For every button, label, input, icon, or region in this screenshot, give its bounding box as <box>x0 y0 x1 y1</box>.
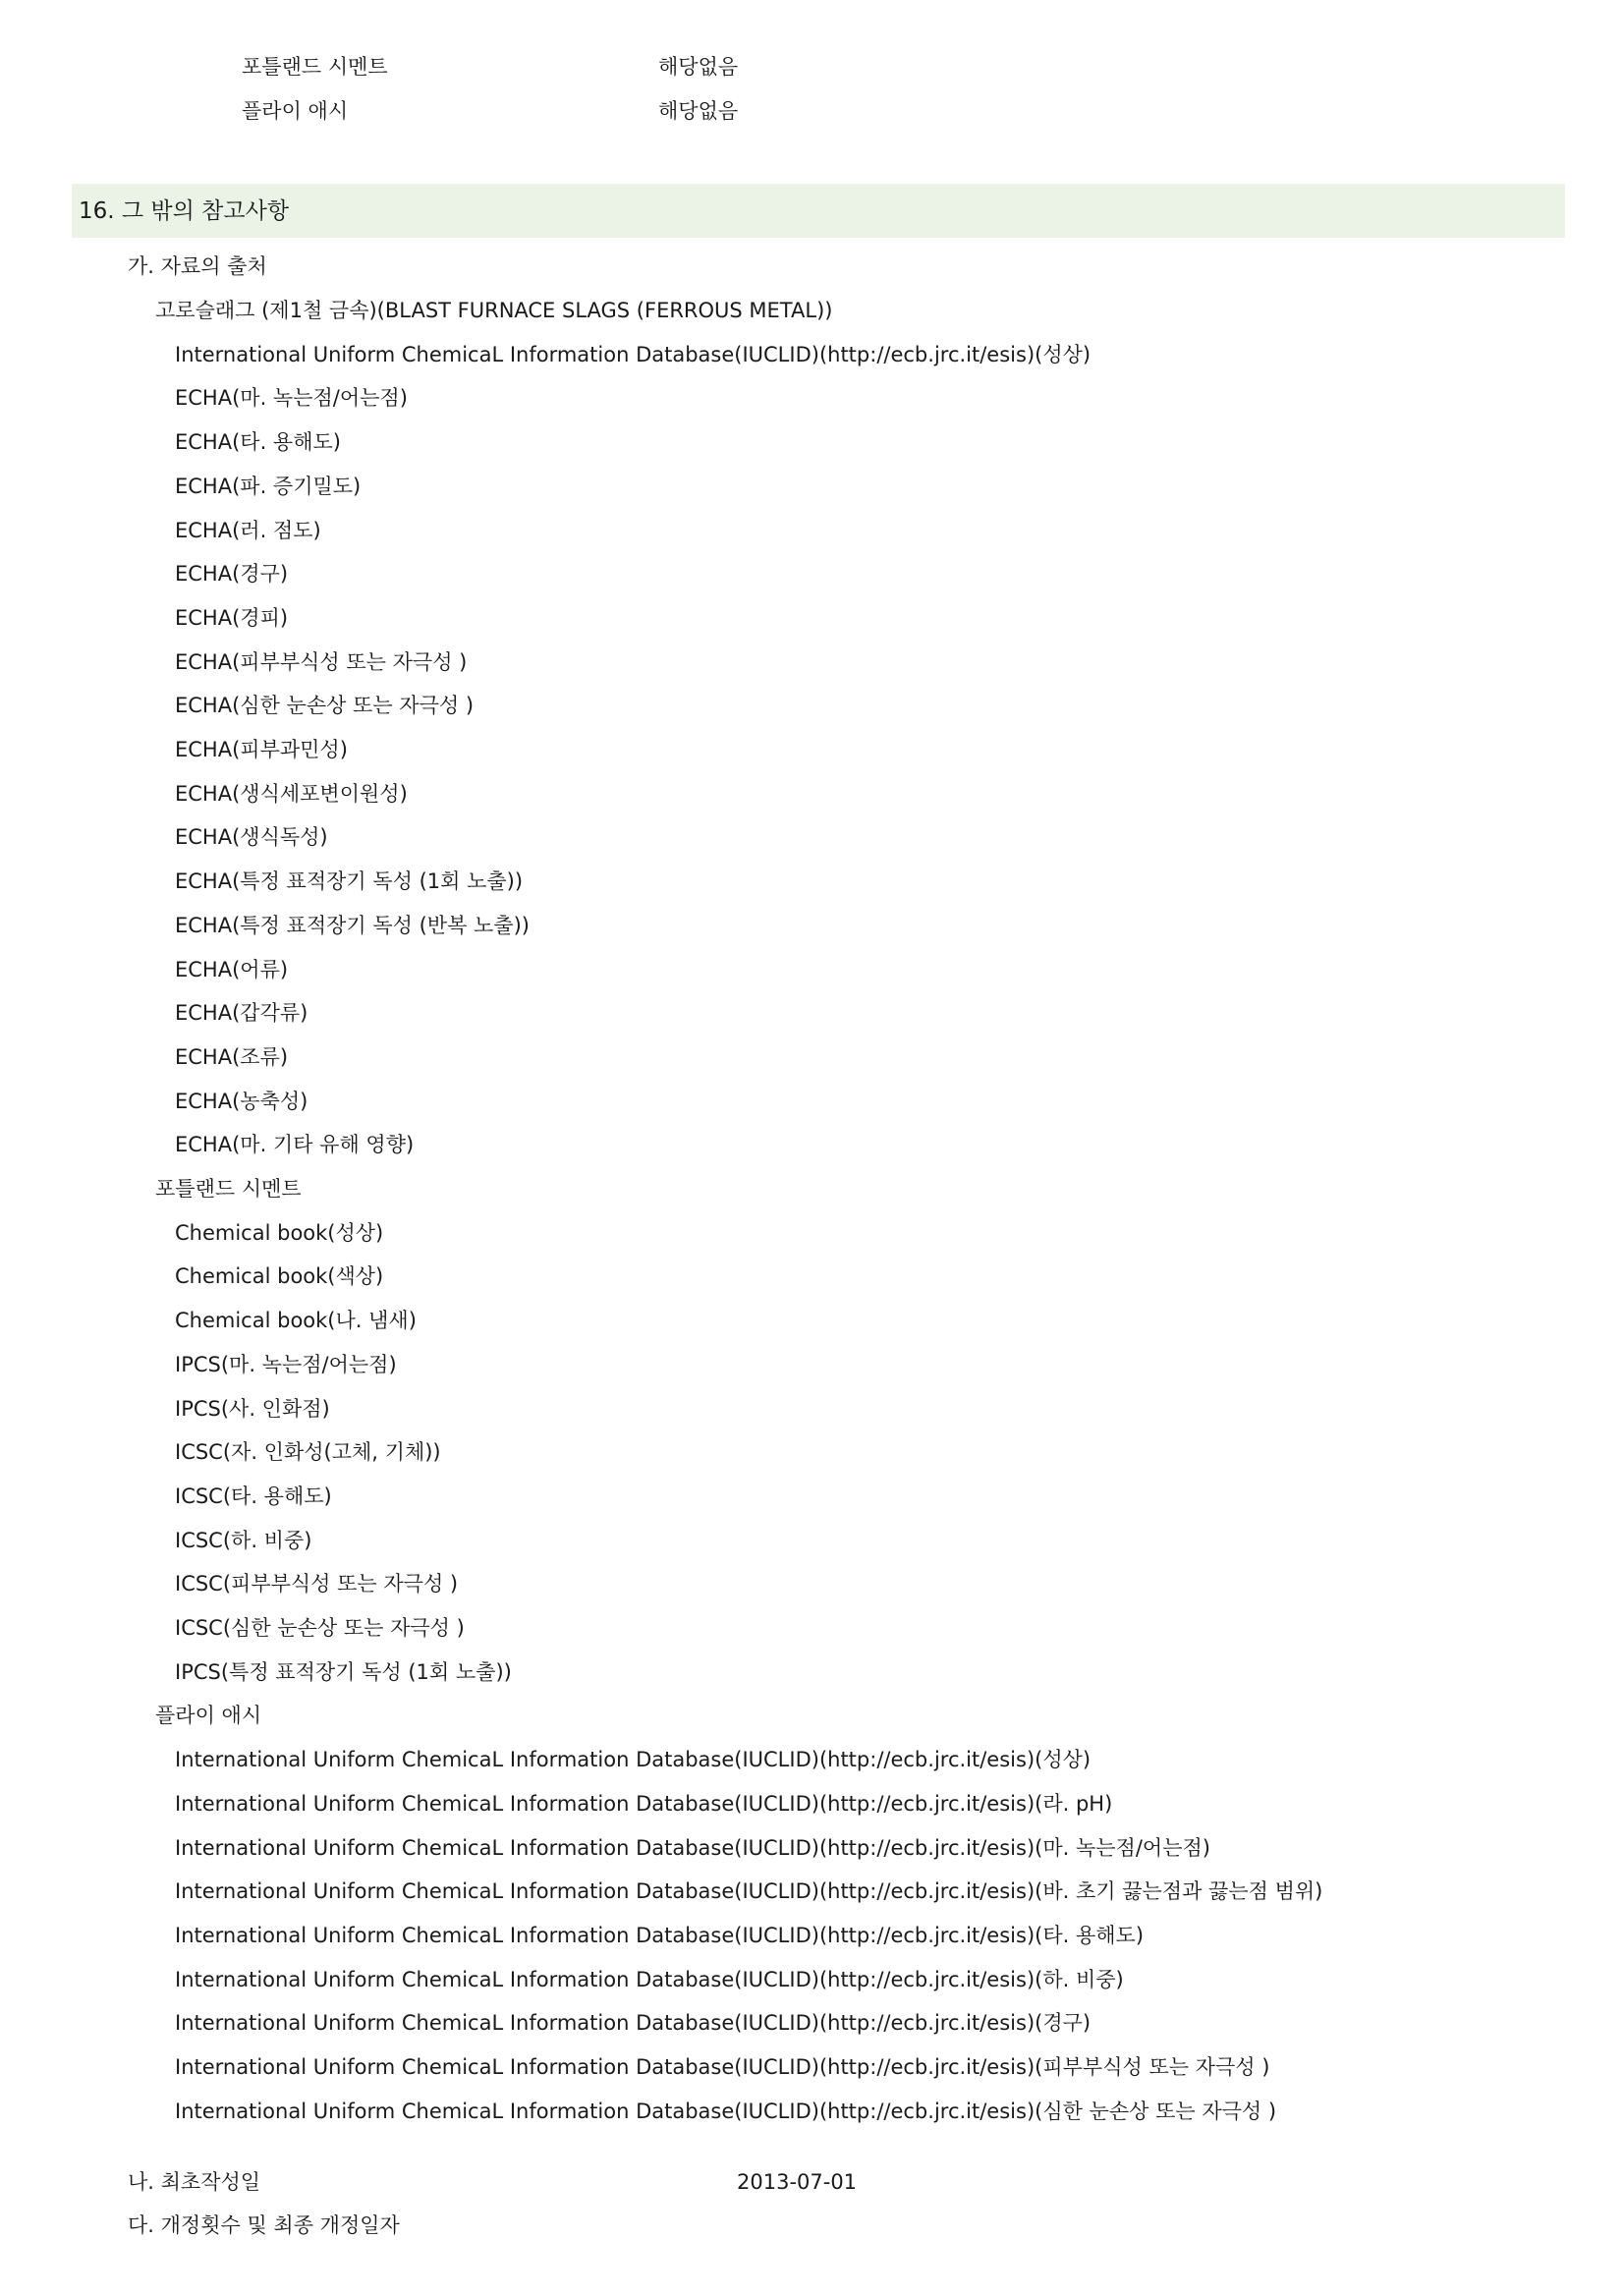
source-item: International Uniform ChemicaL Information Database(IUCLID)(http://ecb.jrc.it/esis)(성상) <box>175 343 1092 366</box>
source-item: ICSC(피부부식성 또는 자극성 ) <box>175 1572 459 1596</box>
source-item: International Uniform ChemicaL Information Database(IUCLID)(http://ecb.jrc.it/esis)(라. pH) <box>175 1792 1113 1816</box>
source-item: ECHA(마. 녹는점/어는점) <box>175 386 408 410</box>
source-item: ECHA(농축성) <box>175 1090 308 1113</box>
first-written-row <box>128 2167 260 2197</box>
section-title: 16. 그 밖의 참고사항 <box>79 198 290 224</box>
source-group-name: 고로슬래그 (제1철 금속)(BLAST FURNACE SLAGS (FERROUS METAL)) <box>155 299 833 322</box>
source-item: ECHA(심한 눈손상 또는 자극성 ) <box>175 694 475 717</box>
source-item: ECHA(조류) <box>175 1045 289 1069</box>
source-item: ECHA(생식세포변이원성) <box>175 782 408 806</box>
source-item: International Uniform ChemicaL Information Database(IUCLID)(http://ecb.jrc.it/esis)(경구) <box>175 2011 1092 2035</box>
source-item: ECHA(갑각류) <box>175 1001 308 1025</box>
source-item: ECHA(러. 점도) <box>175 519 321 542</box>
source-item: ECHA(파. 증기밀도) <box>175 475 362 498</box>
source-item: International Uniform ChemicaL Information Database(IUCLID)(http://ecb.jrc.it/esis)(바. 초기 끓는점과 끓는점 범위) <box>175 1879 1323 1903</box>
source-item: ICSC(심한 눈손상 또는 자극성 ) <box>175 1616 465 1640</box>
source-item: International Uniform ChemicaL Information Database(IUCLID)(http://ecb.jrc.it/esis)(타. 용해도) <box>175 1924 1145 1947</box>
ingredient-value: 해당없음 <box>658 55 739 79</box>
section-header-bar <box>72 184 1565 238</box>
source-item: ECHA(피부과민성) <box>175 738 348 761</box>
source-item: ECHA(경피) <box>175 606 289 630</box>
source-item: IPCS(사. 인화점) <box>175 1397 330 1421</box>
source-item: ECHA(마. 기타 유해 영향) <box>175 1133 415 1156</box>
source-item: IPCS(특정 표적장기 독성 (1회 노출)) <box>175 1660 512 1684</box>
source-item: ECHA(생식독성) <box>175 825 328 849</box>
source-item: Chemical book(성상) <box>175 1221 384 1245</box>
ingredient-name: 플라이 애시 <box>242 99 349 123</box>
source-item: Chemical book(나. 냄새) <box>175 1309 417 1332</box>
source-item: IPCS(마. 녹는점/어는점) <box>175 1353 397 1376</box>
source-item: International Uniform ChemicaL Information Database(IUCLID)(http://ecb.jrc.it/esis)(마. 녹는점/어는점) <box>175 1836 1210 1860</box>
source-item: ECHA(특정 표적장기 독성 (반복 노출)) <box>175 914 530 937</box>
source-item: ICSC(하. 비중) <box>175 1529 312 1552</box>
ingredient-name: 포틀랜드 시멘트 <box>242 55 388 79</box>
source-item: ECHA(타. 용해도) <box>175 430 341 454</box>
source-item: International Uniform ChemicaL Information Database(IUCLID)(http://ecb.jrc.it/esis)(하. 비중) <box>175 1968 1124 1991</box>
source-item: ECHA(특정 표적장기 독성 (1회 노출)) <box>175 869 524 893</box>
source-item: Chemical book(색상) <box>175 1264 384 1288</box>
subsection-sources-label: 가. 자료의 출처 <box>128 254 267 278</box>
source-item: International Uniform ChemicaL Information Database(IUCLID)(http://ecb.jrc.it/esis)(심한 눈손상 또는 자극성 ) <box>175 2100 1277 2123</box>
revision-label: 다. 개정횟수 및 최종 개정일자 <box>128 2213 400 2237</box>
first-written-label: 나. 최초작성일 <box>128 2170 261 2194</box>
source-group-name: 포틀랜드 시멘트 <box>155 1177 302 1201</box>
source-item: International Uniform ChemicaL Information Database(IUCLID)(http://ecb.jrc.it/esis)(성상) <box>175 1748 1092 1771</box>
source-item: ICSC(타. 용해도) <box>175 1484 332 1508</box>
source-item: ECHA(경구) <box>175 562 289 586</box>
source-item: ECHA(어류) <box>175 958 289 981</box>
source-item: ECHA(피부부식성 또는 자극성 ) <box>175 650 468 674</box>
source-group-name: 플라이 애시 <box>155 1704 262 1727</box>
source-item: ICSC(자. 인화성(고체, 기체)) <box>175 1440 441 1464</box>
source-item: International Uniform ChemicaL Information Database(IUCLID)(http://ecb.jrc.it/esis)(피부부식성 또는 자극성 ) <box>175 2055 1270 2079</box>
first-written-date: 2013-07-01 <box>737 2170 858 2194</box>
ingredient-value: 해당없음 <box>658 99 739 123</box>
